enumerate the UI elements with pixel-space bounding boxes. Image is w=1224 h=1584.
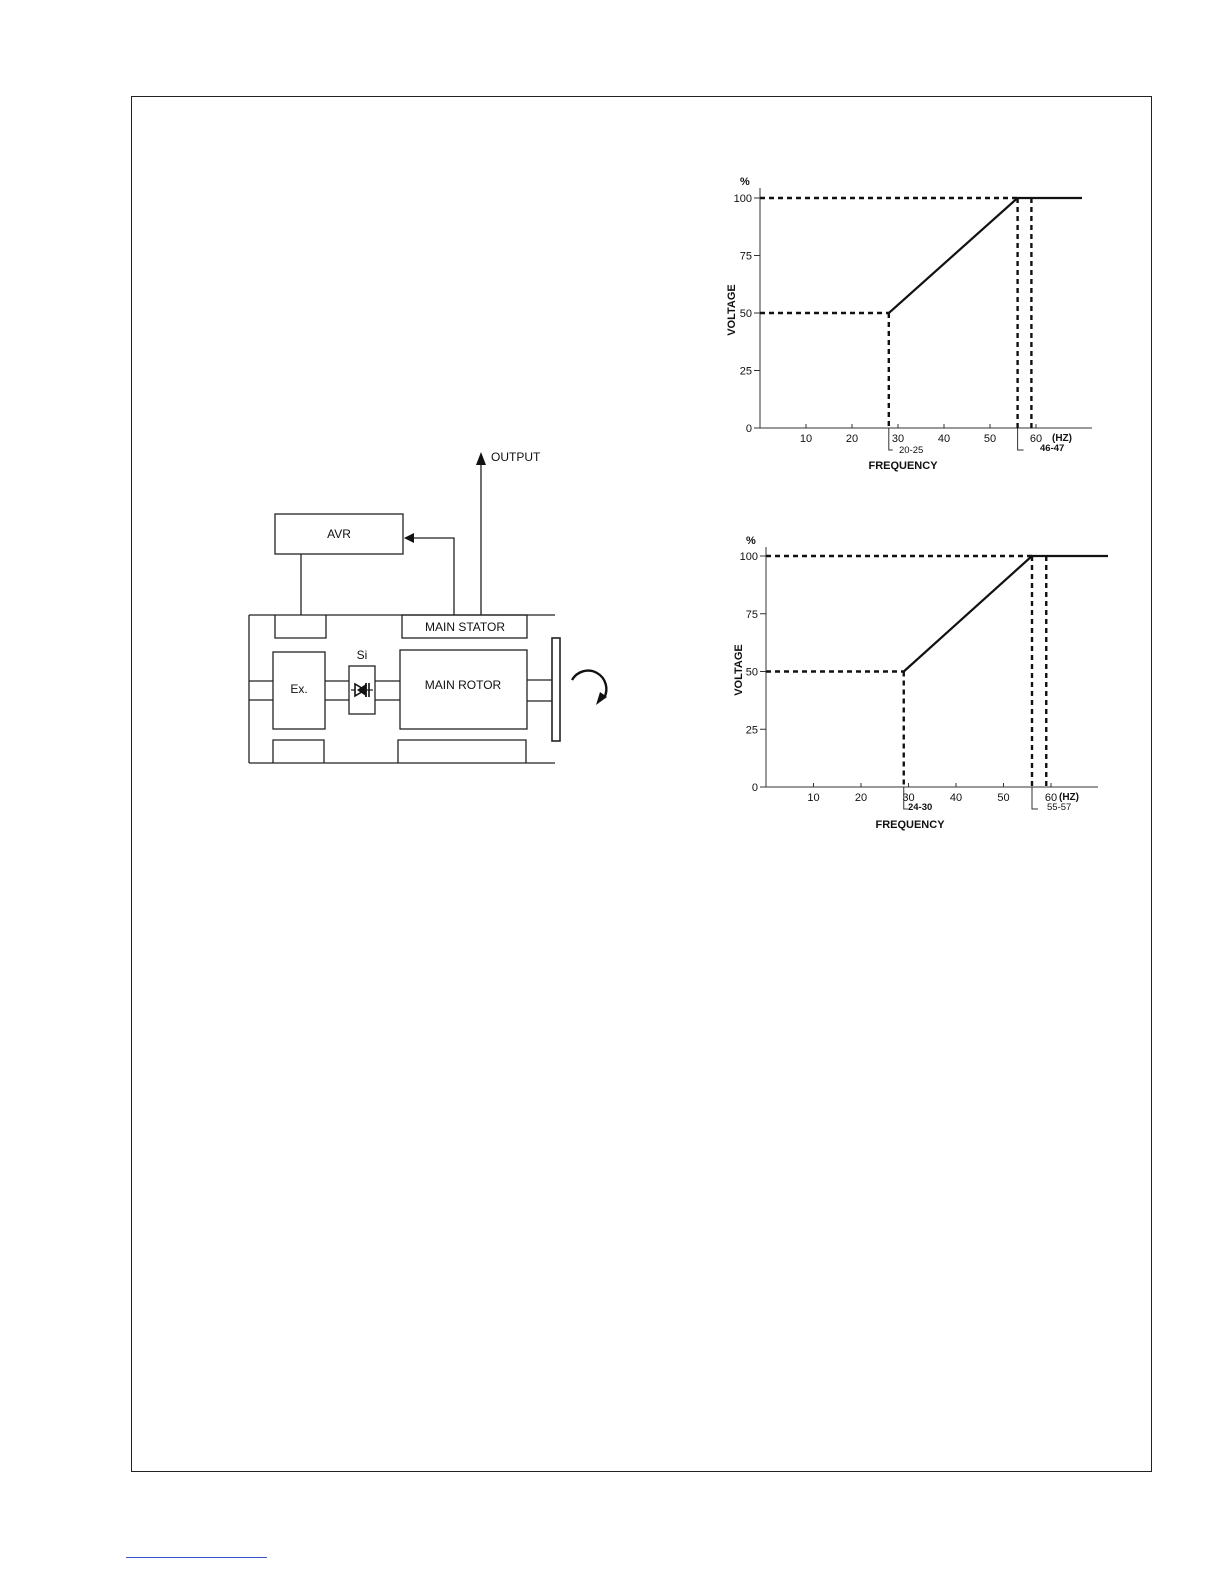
x-tick-label: 10 — [799, 433, 813, 445]
x-unit-label: (HZ) — [1059, 792, 1079, 803]
x-tick-label: 40 — [937, 433, 951, 445]
x-tick-label: 50 — [983, 433, 997, 445]
y-unit-label: % — [740, 176, 750, 188]
y-unit-label: % — [746, 535, 756, 547]
x-tick-label: 60 — [1029, 433, 1043, 445]
range-low-label: 24-30 — [908, 802, 933, 813]
x-unit-label: (HZ) — [1052, 433, 1072, 444]
range-high-label: 46-47 — [1040, 443, 1065, 454]
x-tick-label: 50 — [997, 792, 1010, 804]
si-label: Si — [356, 648, 368, 662]
range-low-label: 20-25 — [899, 445, 924, 456]
y-axis-title: VOLTAGE — [726, 284, 738, 336]
main-stator-label: MAIN STATOR — [424, 620, 506, 634]
avr-label: AVR — [327, 527, 351, 541]
y-axis-title: VOLTAGE — [733, 644, 745, 696]
y-tick-label: 25 — [739, 365, 752, 378]
x-tick-label: 30 — [891, 433, 905, 445]
y-tick-label: 50 — [745, 666, 758, 679]
range-high-bracket — [1032, 787, 1038, 809]
y-tick-label: 100 — [739, 551, 758, 563]
y-tick-label: 75 — [739, 250, 752, 263]
voltage-curve — [904, 556, 1108, 672]
output-label: OUTPUT — [491, 450, 541, 464]
y-tick-label: 0 — [745, 423, 752, 435]
x-axis-title: FREQUENCY — [875, 819, 945, 831]
exciter-label: Ex. — [290, 682, 308, 696]
x-axis-title: FREQUENCY — [868, 460, 938, 472]
y-tick-label: 100 — [733, 193, 752, 205]
range-high-label: 55-57 — [1047, 802, 1072, 813]
y-tick-label: 75 — [745, 608, 758, 621]
main-rotor-label: MAIN ROTOR — [424, 678, 502, 692]
y-tick-label: 0 — [751, 782, 758, 794]
x-tick-label: 10 — [807, 792, 820, 804]
y-tick-label: 50 — [739, 308, 752, 320]
x-tick-label: 40 — [949, 792, 963, 804]
x-tick-label: 30 — [902, 792, 915, 804]
x-tick-label: 20 — [854, 792, 868, 804]
x-tick-label: 60 — [1044, 792, 1058, 804]
x-tick-label: 20 — [845, 433, 859, 445]
y-tick-label: 25 — [745, 724, 758, 737]
